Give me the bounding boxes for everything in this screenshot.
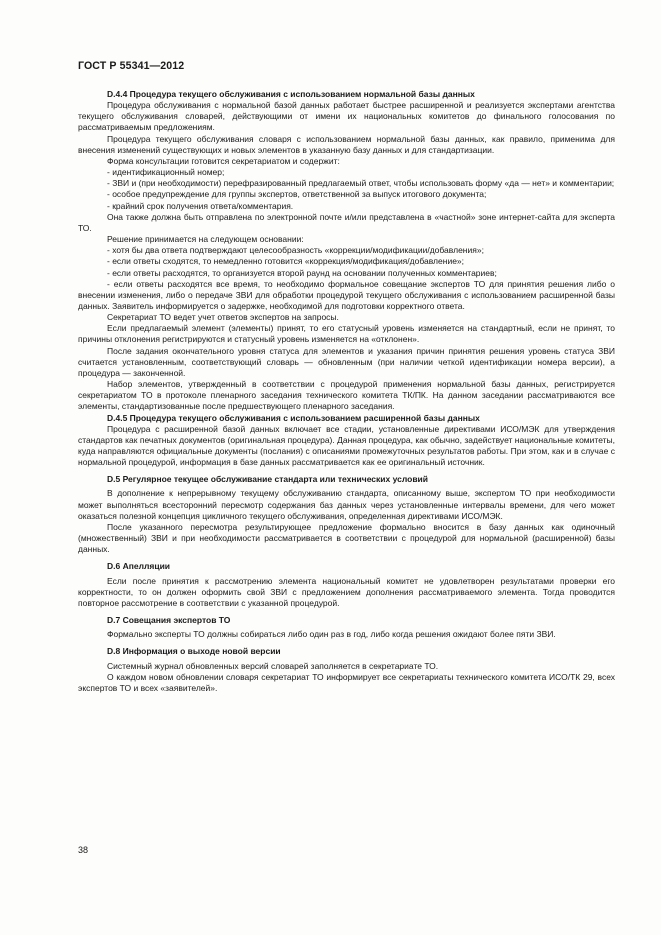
section-heading-d5: D.5 Регулярное текущее обслуживание стандарта или технических условий bbox=[107, 474, 428, 485]
paragraph: Форма консультации готовится секретариатом и содержит: bbox=[107, 155, 340, 166]
page-number: 38 bbox=[78, 845, 89, 855]
section-heading-d8: D.8 Информация о выходе новой версии bbox=[107, 646, 281, 657]
paragraph: Решение принимается на следующем основании: bbox=[107, 234, 304, 245]
list-item: - если ответы сходятся, то немедленно готовится «коррекция/модификация/добавление»; bbox=[107, 256, 465, 267]
paragraph: Процедура с расширенной базой данных включает все стадии, установленные директивами ИСО/МЭК для утверждения стандартов как печатных документов (оригинальная процедура). Данная процедура, как обычно, задействует национальные комитеты, куда направляются официальные документы (послания) с описаниями промежуточных результатов работы. При этом, как и в случае с нормальной процедурой, информация в базе данных рассматривается как ее оригинальный источник. bbox=[78, 423, 615, 468]
paragraph: Набор элементов, утвержденный в соответствии с процедурой применения нормальной базы данных, регистрируется секретариатом ТО в протоколе пленарного заседания технического комитета ТК/ПК. На данном заседании рассматриваются все элементы, стандартизованные после предшествующего пленарного заседания. bbox=[78, 379, 615, 412]
list-item: - ЗВИ и (при необходимости) перефразированный предлагаемый ответ, чтобы использовать форму «да — нет» и комментарии; bbox=[107, 178, 615, 189]
paragraph: О каждом новом обновлении словаря секретариат ТО информирует все секретариаты технического комитета ИСО/ТК 29, всех экспертов ТО и всех «заявителей». bbox=[78, 671, 615, 693]
page-body bbox=[78, 89, 615, 694]
list-item: - особое предупреждение для группы экспертов, ответственной за выпуск итогового документа; bbox=[107, 189, 487, 200]
standard-designation: ГОСТ Р 55341—2012 bbox=[78, 60, 185, 72]
list-item: - если ответы расходятся все время, то необходимо формальное совещание экспертов ТО для принятия решения либо о внесении изменения, либо о передаче ЗВИ для обработки процедурой текущего обслуживания с использованием расширенной базы данных. Заявитель информируется о задержке, необходимой для подготовки корректного ответа. bbox=[78, 278, 615, 311]
paragraph: В дополнение к непрерывному текущему обслуживанию стандарта, описанному выше, экспертом ТО при необходимости может выполняться всесторонний пересмотр содержания баз данных через установленные интервалы времени, для чего может оказаться полезной концепция цикличного текущего обслуживания, определенная директивами ИСО/МЭК. bbox=[78, 488, 615, 521]
paragraph: Секретариат ТО ведет учет ответов экспертов на запросы. bbox=[107, 312, 339, 323]
list-item: - крайний срок получения ответа/комментария. bbox=[107, 200, 294, 211]
paragraph: Процедура текущего обслуживания словаря с использованием нормальной базы данных, как правило, применима для внесения изменений существующих и новых элементов в указанную базу данных и для стандартизации. bbox=[78, 133, 615, 155]
list-item: - если ответы расходятся, то организуется второй раунд на основании полученных комментариев; bbox=[107, 267, 497, 278]
paragraph: Системный журнал обновленных версий словарей заполняется в секретариате ТО. bbox=[107, 660, 439, 671]
paragraph: Процедура обслуживания с нормальной базой данных работает быстрее расширенной и реализуется экспертами агентства текущего обслуживания словарей, действующими от имени их национальных комитетов до финального голосования по рассматриваемым предложениям. bbox=[78, 100, 615, 133]
paragraph: После задания окончательного уровня статуса для элементов и указания причин принятия решения уровень статуса ЗВИ считается установленным, соответствующий словарь — обновленным (при наличии четкой идентификации номера версии), а процедура — законченной. bbox=[78, 345, 615, 378]
paragraph: Она также должна быть отправлена по электронной почте и/или представлена в «частной» зоне интернет-сайта для эксперта ТО. bbox=[78, 211, 615, 233]
paragraph: После указанного пересмотра результирующее предложение формально вносится в базу данных как одиночный (множественный) ЗВИ и при необходимости рассматривается в соответствии с процедурой для нормальной (расширенной) базы данных. bbox=[78, 521, 615, 555]
section-heading-d7: D.7 Совещания экспертов ТО bbox=[107, 615, 231, 626]
paragraph: Формально эксперты ТО должны собираться либо один раз в год, либо когда решения ожидают более пяти ЗВИ. bbox=[107, 629, 556, 640]
section-heading-d44: D.4.4 Процедура текущего обслуживания с использованием нормальной базы данных bbox=[107, 89, 475, 99]
paragraph: Если после принятия к рассмотрению элемента национальный комитет не удовлетворен результатами проверки его корректности, то он должен оформить свой ЗВИ с предложением дополнения рассматриваемого элемента. Тогда проводится повторное рассмотрение в соответствии с указанной процедурой. bbox=[78, 575, 615, 608]
section-heading-d6: D.6 Апелляции bbox=[107, 561, 171, 572]
list-item: - идентификационный номер; bbox=[107, 167, 225, 178]
paragraph: Если предлагаемый элемент (элементы) принят, то его статусный уровень изменяется на стандартный, если не принят, то причины отклонения регистрируются и статусный уровень изменяется на «отклонен». bbox=[78, 323, 615, 345]
list-item: - хотя бы два ответа подтверждают целесообразность «коррекции/модификации/добавления»; bbox=[107, 245, 484, 256]
section-heading-d45: D.4.5 Процедура текущего обслуживания с использованием расширенной базы данных bbox=[107, 412, 480, 423]
